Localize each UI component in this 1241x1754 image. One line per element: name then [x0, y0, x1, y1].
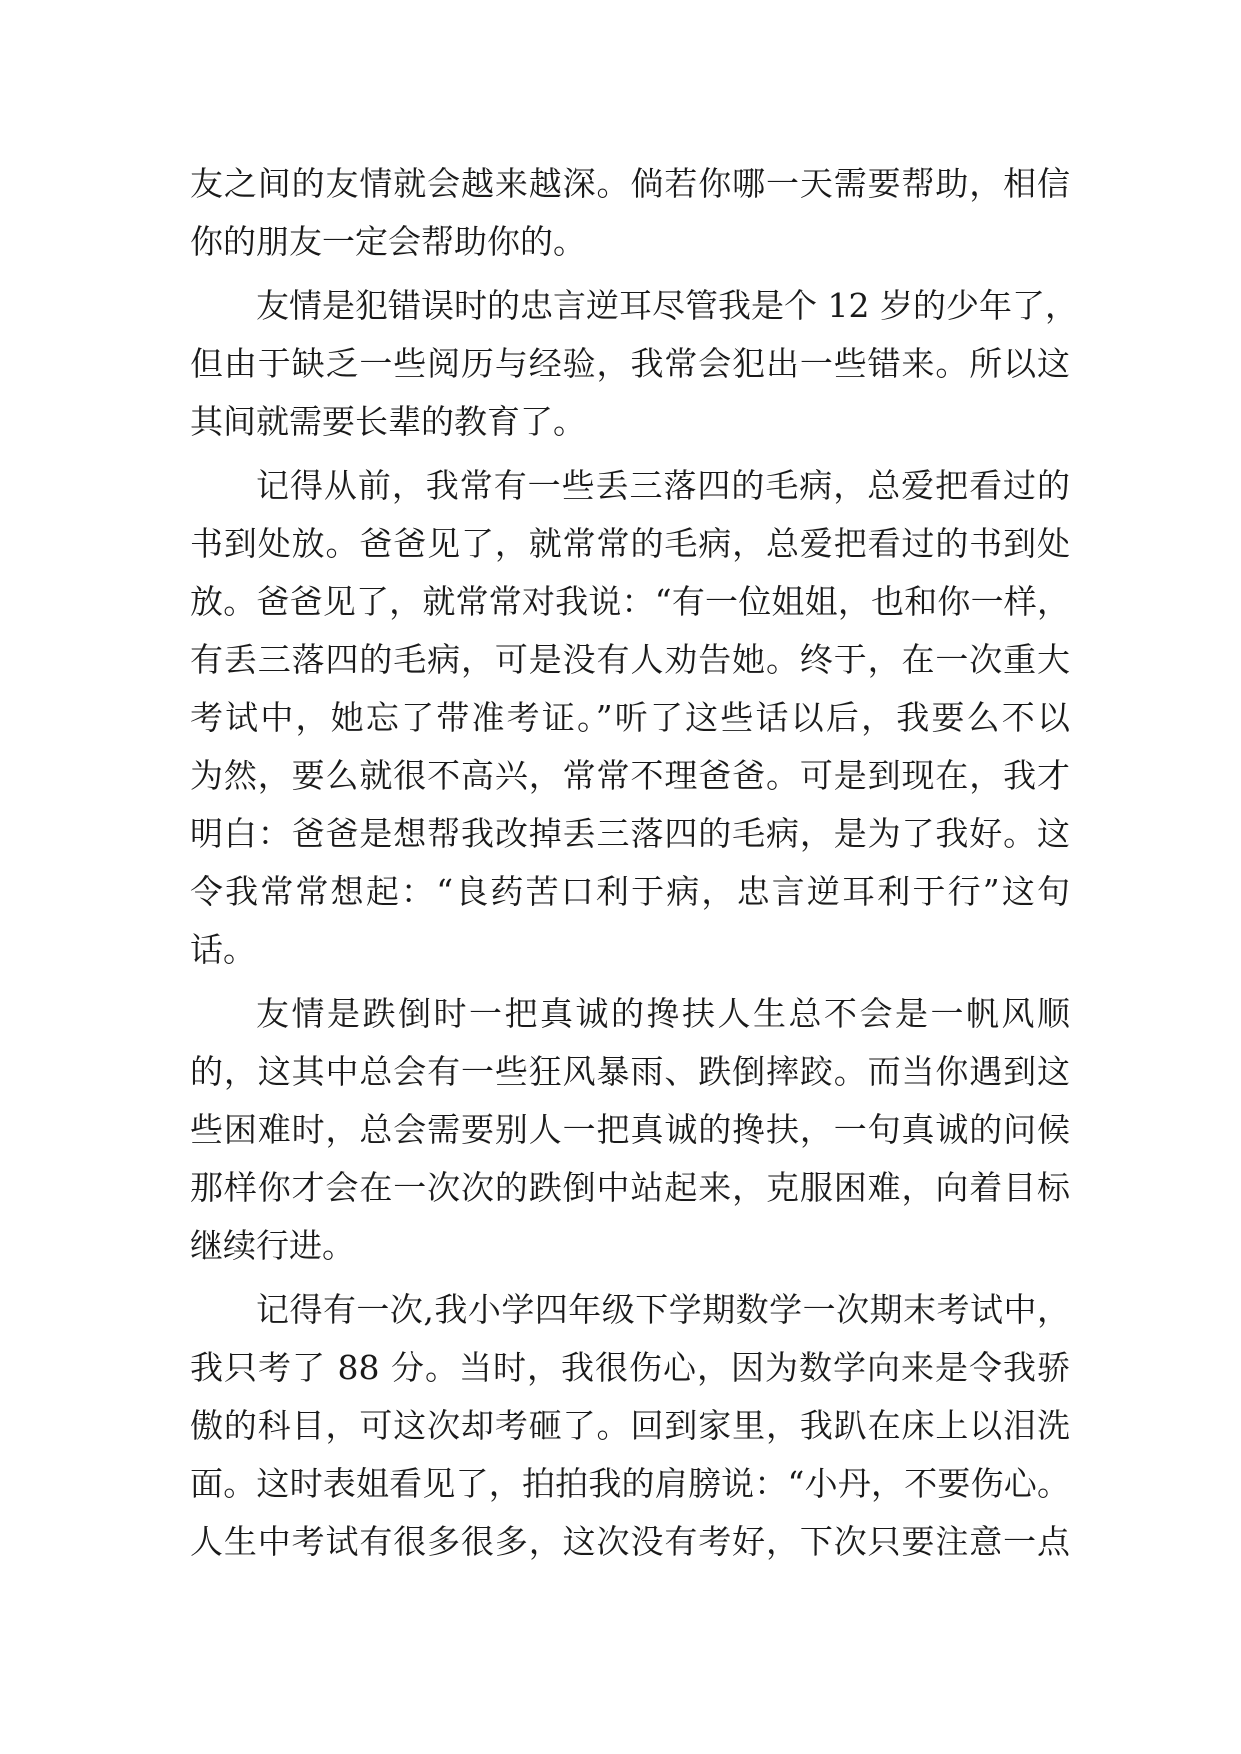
text-line: 友之间的友情就会越来越深。倘若你哪一天需要帮助，相信 — [190, 164, 1070, 203]
text-line: 些困难时，总会需要别人一把真诚的搀扶，一句真诚的问候 — [190, 1110, 1070, 1149]
text-line: 友情是犯错误时的忠言逆耳尽管我是个 12 岁的少年了， — [256, 286, 1078, 325]
text-line: 令我常常想起：“良药苦口利于病，忠言逆耳利于行”这句 — [190, 872, 1070, 911]
text-line: 你的朋友一定会帮助你的。 — [190, 222, 586, 261]
text-line: 但由于缺乏一些阅历与经验，我常会犯出一些错来。所以这 — [190, 344, 1070, 383]
text-line: 面。这时表姐看见了，拍拍我的肩膀说：“小丹，不要伤心。 — [190, 1464, 1070, 1503]
text-line: 有丢三落四的毛病，可是没有人劝告她。终于，在一次重大 — [190, 640, 1070, 679]
text-line: 记得从前，我常有一些丢三落四的毛病，总爱把看过的 — [256, 466, 1070, 505]
text-line: 人生中考试有很多很多，这次没有考好，下次只要注意一点 — [190, 1522, 1070, 1561]
text-line: 记得有一次,我小学四年级下学期数学一次期末考试中， — [256, 1290, 1070, 1329]
text-line: 书到处放。爸爸见了，就常常的毛病，总爱把看过的书到处 — [190, 524, 1070, 563]
text-line: 傲的科目，可这次却考砸了。回到家里，我趴在床上以泪洗 — [190, 1406, 1070, 1445]
body-text — [190, 155, 1078, 1571]
text-line: 放。爸爸见了，就常常对我说：“有一位姐姐，也和你一样， — [190, 582, 1070, 621]
text-line: 话。 — [190, 930, 256, 969]
text-line: 友情是跌倒时一把真诚的搀扶人生总不会是一帆风顺 — [256, 994, 1070, 1033]
text-line: 为然，要么就很不高兴，常常不理爸爸。可是到现在，我才 — [190, 756, 1070, 795]
text-line: 那样你才会在一次次的跌倒中站起来，克服困难，向着目标 — [190, 1168, 1070, 1207]
text-line: 我只考了 88 分。当时，我很伤心，因为数学向来是令我骄 — [190, 1348, 1070, 1387]
text-line: 考试中，她忘了带准考证。”听了这些话以后，我要么不以 — [190, 698, 1070, 737]
text-line: 的，这其中总会有一些狂风暴雨、跌倒摔跤。而当你遇到这 — [190, 1052, 1070, 1091]
text-line: 继续行进。 — [190, 1226, 355, 1265]
text-line: 其间就需要长辈的教育了。 — [190, 402, 586, 441]
text-line: 明白：爸爸是想帮我改掉丢三落四的毛病，是为了我好。这 — [190, 814, 1070, 853]
